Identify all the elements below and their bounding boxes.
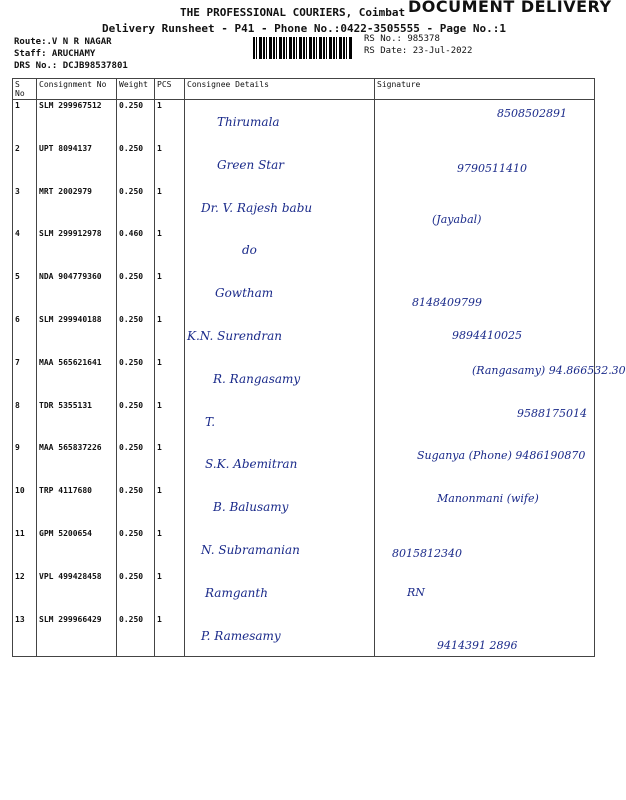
document-delivery-stamp: DOCUMENT DELIVERY: [408, 0, 612, 16]
sno-cell: 6: [13, 314, 37, 357]
signature-cell: [375, 271, 595, 314]
table-row: [13, 143, 595, 186]
company-title: THE PROFESSIONAL COURIERS, Coimbat: [180, 6, 406, 19]
sno-cell: 5: [13, 271, 37, 314]
consignee-cell: [185, 186, 375, 229]
sno-cell: 13: [13, 614, 37, 657]
table-row: [13, 186, 595, 229]
pcs-cell: 1: [155, 143, 185, 186]
signature-text: Manonmani (wife): [437, 492, 539, 506]
signature-cell: [375, 357, 626, 400]
consignee-name: N. Subramanian: [201, 542, 300, 557]
consignment-cell: SLM 299912978: [37, 228, 117, 271]
table-row: [13, 614, 595, 657]
pcs-cell: 1: [155, 485, 185, 528]
consignee-name: Thirumala: [217, 115, 280, 129]
pcs-cell: 1: [155, 528, 185, 571]
consignment-cell: MAA 565621641: [37, 357, 117, 400]
table-row: [13, 100, 595, 143]
weight-cell: 0.250: [117, 528, 155, 571]
drs-number: DRS No.: DCJB98537801: [14, 61, 128, 71]
consignee-cell: [185, 400, 375, 443]
signature-cell: [375, 314, 595, 357]
sno-cell: 11: [13, 528, 37, 571]
consignment-cell: TRP 4117680: [37, 485, 117, 528]
consignee-name: B. Balusamy: [213, 500, 289, 515]
col-pcs: PCS: [155, 79, 185, 100]
signature-text: Suganya (Phone) 9486190870: [417, 449, 586, 463]
weight-cell: 0.250: [117, 442, 155, 485]
weight-cell: 0.250: [117, 143, 155, 186]
col-weight: Weight: [117, 79, 155, 100]
weight-cell: 0.250: [117, 400, 155, 443]
table-row: [13, 314, 595, 357]
signature-cell: [375, 100, 595, 143]
weight-cell: 0.250: [117, 571, 155, 614]
signature-text: 9588175014: [517, 406, 587, 420]
signature-text: 8015812340: [392, 546, 462, 560]
signature-cell: [375, 143, 595, 186]
sno-cell: 8: [13, 400, 37, 443]
consignee-name: P. Ramesamy: [201, 628, 281, 643]
signature-cell: [375, 186, 595, 229]
consignment-cell: SLM 299967512: [37, 100, 117, 143]
consignee-name: Gowtham: [215, 286, 274, 301]
pcs-cell: 1: [155, 442, 185, 485]
table-row: [13, 442, 595, 485]
weight-cell: 0.250: [117, 357, 155, 400]
runsheet-table: [12, 78, 626, 657]
sno-cell: 9: [13, 442, 37, 485]
col-sno: S No: [13, 79, 37, 100]
route-label: Route:.V N R NAGAR: [14, 37, 112, 47]
sno-cell: 1: [13, 100, 37, 143]
consignee-cell: [185, 357, 375, 400]
table-row: [13, 271, 595, 314]
signature-cell: [375, 528, 595, 571]
consignment-cell: NDA 904779360: [37, 271, 117, 314]
table-row: [13, 485, 595, 528]
runsheet-title: Delivery Runsheet - P41 - Phone No.:0422-3505555 - Page No.:1: [102, 22, 506, 35]
consignee-name: R. Rangasamy: [213, 371, 301, 386]
weight-cell: 0.250: [117, 186, 155, 229]
consignee-name: Green Star: [217, 157, 285, 172]
rs-date: RS Date: 23-Jul-2022: [364, 46, 473, 56]
consignment-cell: VPL 499428458: [37, 571, 117, 614]
signature-cell: [375, 614, 595, 657]
signature-cell: [375, 571, 595, 614]
weight-cell: 0.250: [117, 614, 155, 657]
consignee-cell: [185, 571, 375, 614]
signature-text: 8148409799: [412, 296, 482, 310]
pcs-cell: 1: [155, 571, 185, 614]
consignment-cell: SLM 299940188: [37, 314, 117, 357]
consignee-cell: [185, 228, 375, 271]
consignment-cell: MRT 2002979: [37, 186, 117, 229]
signature-text: (Rangasamy) 94.866532.30: [472, 363, 626, 377]
signature-cell: [375, 485, 595, 528]
consignee-name: Ramganth: [205, 585, 268, 600]
pcs-cell: 1: [155, 400, 185, 443]
pcs-cell: 1: [155, 228, 185, 271]
pcs-cell: 1: [155, 100, 185, 143]
sno-cell: 12: [13, 571, 37, 614]
table-row: [13, 228, 595, 271]
weight-cell: 0.250: [117, 100, 155, 143]
signature-cell: [375, 442, 595, 485]
pcs-cell: 1: [155, 271, 185, 314]
consignee-cell: [185, 442, 375, 485]
sno-cell: 2: [13, 143, 37, 186]
consignee-name: Dr. V. Rajesh babu: [201, 200, 313, 215]
signature-text: 9790511410: [457, 161, 527, 175]
table-header: [13, 79, 595, 100]
signature-text: 9414391 2896: [437, 638, 518, 652]
consignee-name: S.K. Abemitran: [205, 457, 298, 472]
consignee-cell: [185, 614, 375, 657]
consignment-cell: TDR 5355131: [37, 400, 117, 443]
signature-cell: [375, 228, 595, 271]
consignment-cell: SLM 299966429: [37, 614, 117, 657]
consignee-name: T.: [205, 414, 216, 429]
col-signature: Signature: [375, 79, 595, 100]
table-row: [13, 528, 595, 571]
consignee-cell: [185, 314, 375, 357]
weight-cell: 0.250: [117, 314, 155, 357]
consignment-cell: MAA 565837226: [37, 442, 117, 485]
pcs-cell: 1: [155, 614, 185, 657]
barcode-icon: [253, 37, 353, 59]
consignee-name: K.N. Surendran: [187, 328, 282, 343]
col-consignee: Consignee Details: [185, 79, 375, 100]
rs-number: RS No.: 985378: [364, 34, 440, 44]
weight-cell: 0.460: [117, 228, 155, 271]
consignee-cell: [185, 143, 375, 186]
pcs-cell: 1: [155, 314, 185, 357]
pcs-cell: 1: [155, 186, 185, 229]
consignee-cell: [185, 485, 375, 528]
col-consignment: Consignment No: [37, 79, 117, 100]
table-row: [13, 357, 595, 400]
sno-cell: 7: [13, 357, 37, 400]
consignment-cell: GPM 5200654: [37, 528, 117, 571]
staff-label: Staff: ARUCHAMY: [14, 49, 96, 59]
signature-text: (Jayabal): [432, 212, 482, 226]
sno-cell: 3: [13, 186, 37, 229]
sno-cell: 10: [13, 485, 37, 528]
consignee-cell: [185, 100, 375, 143]
consignment-cell: UPT 8094137: [37, 143, 117, 186]
table-row: [13, 571, 595, 614]
pcs-cell: 1: [155, 357, 185, 400]
signature-text: 9894410025: [452, 328, 522, 342]
consignee-cell: [185, 528, 375, 571]
signature-text: 8508502891: [497, 107, 567, 120]
consignee-cell: [185, 271, 375, 314]
signature-cell: [375, 400, 595, 443]
weight-cell: 0.250: [117, 271, 155, 314]
weight-cell: 0.250: [117, 485, 155, 528]
table-row: [13, 400, 595, 443]
sno-cell: 4: [13, 228, 37, 271]
signature-text: RN: [407, 585, 425, 599]
consignee-name: do: [242, 243, 257, 258]
